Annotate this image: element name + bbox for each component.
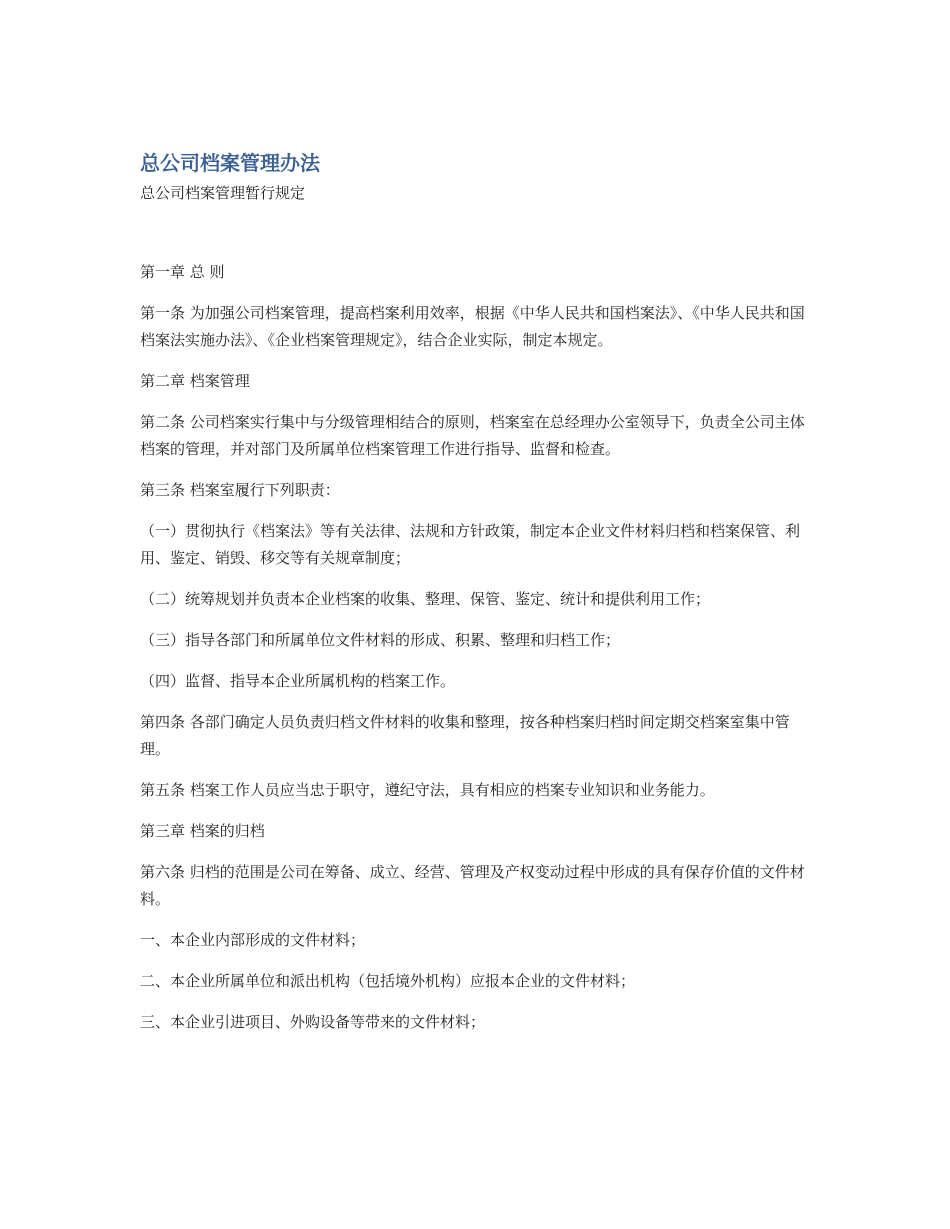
list-item: （三）指导各部门和所属单位文件材料的形成、积累、整理和归档工作； xyxy=(140,631,621,649)
document-title: 总公司档案管理办法 xyxy=(140,151,320,175)
chapter-heading: 第二章 档案管理 xyxy=(140,372,250,390)
chapter-heading: 第一章 总 则 xyxy=(140,263,225,281)
list-item: （一）贯彻执行《档案法》等有关法律、法规和方针政策，制定本企业文件材料归档和档案保管、利用、鉴定、销毁、移交等有关规章制度； xyxy=(140,522,801,567)
article-paragraph: 第二条 公司档案实行集中与分级管理相结合的原则，档案室在总经理办公室领导下，负责全公司主体档案的管理，并对部门及所属单位档案管理工作进行指导、监督和检查。 xyxy=(140,413,805,458)
article-paragraph: 第五条 档案工作人员应当忠于职守，遵纪守法，具有相应的档案专业知识和业务能力。 xyxy=(140,781,715,799)
document-body xyxy=(140,259,812,1036)
list-item: （四）监督、指导本企业所属机构的档案工作。 xyxy=(140,672,456,690)
document-subtitle: 总公司档案管理暂行规定 xyxy=(140,184,306,202)
list-item: 一、本企业内部形成的文件材料； xyxy=(140,931,366,949)
article-paragraph: 第四条 各部门确定人员负责归档文件材料的收集和整理，按各种档案归档时间定期交档案室集中管理。 xyxy=(140,713,790,758)
article-paragraph: 第三条 档案室履行下列职责： xyxy=(140,481,340,499)
list-item: （二）统筹规划并负责本企业档案的收集、整理、保管、鉴定、统计和提供利用工作； xyxy=(140,590,711,608)
list-item: 二、本企业所属单位和派出机构（包括境外机构）应报本企业的文件材料； xyxy=(140,972,636,990)
list-item: 三、本企业引进项目、外购设备等带来的文件材料； xyxy=(140,1013,486,1031)
chapter-heading: 第三章 档案的归档 xyxy=(140,822,265,840)
article-paragraph: 第一条 为加强公司档案管理，提高档案利用效率，根据《中华人民共和国档案法》、《中华人民共和国档案法实施办法》、《企业档案管理规定》，结合企业实际，制定本规定。 xyxy=(140,304,805,349)
document-content xyxy=(140,148,812,1050)
article-paragraph: 第六条 归档的范围是公司在筹备、成立、经营、管理及产权变动过程中形成的具有保存价值的文件材料。 xyxy=(140,863,805,908)
